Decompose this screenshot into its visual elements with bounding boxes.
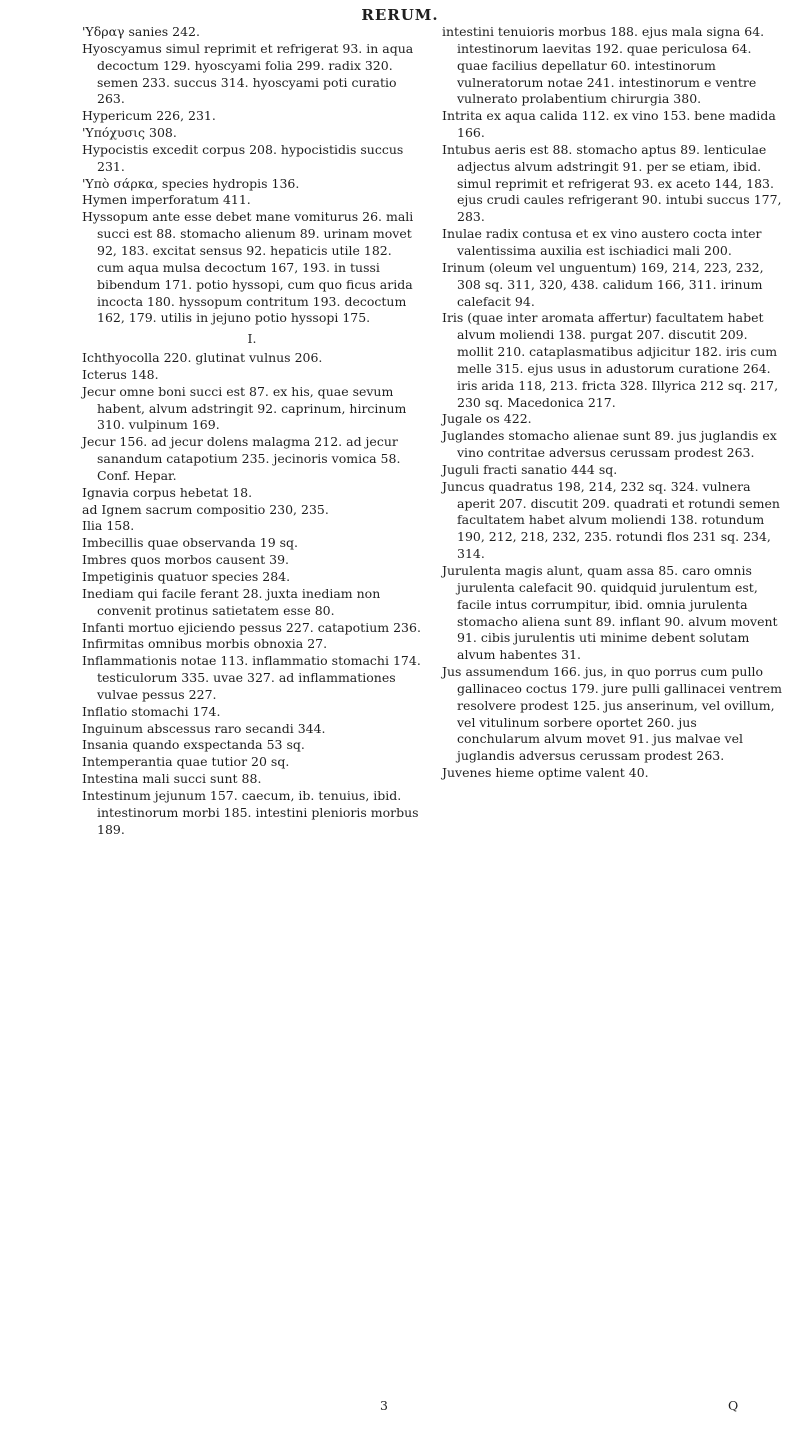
index-entry: ad Ignem sacrum compositio 230, 235.	[82, 501, 329, 517]
index-entry: Inflatio stomachi 174.	[82, 703, 221, 719]
index-entry: Imbecillis quae observanda 19 sq.	[82, 535, 299, 551]
index-entry: 'Υδραγ sanies 242.	[82, 24, 200, 39]
index-entry: intestini tenuioris morbus 188. ejus mala signa 64. intestinorum laevitas 192. quae periculosa 64. quae facilius depellatur 60. intestinorum vulneratorum notae 241. intestinorum e ventre vulnerato prolabentium chirurgia 380.	[442, 24, 765, 107]
index-entry: Insania quando exspectanda 53 sq.	[82, 737, 305, 753]
index-entry: Hyoscyamus simul reprimit et refrigerat 93. in aqua decoctum 129. hyoscyami folia 299. radix 320. semen 233. succus 314. hyoscyami poti curatio 263.	[82, 40, 414, 107]
catchword: Q	[728, 1398, 739, 1413]
index-entry: Intemperantia quae tutior 20 sq.	[82, 754, 290, 770]
index-entry: Hypocistis excedit corpus 208. hypocistidis succus 231.	[82, 141, 404, 174]
index-entry: Juvenes hieme optime valent 40.	[442, 765, 649, 781]
index-entry: 'Υπὸ σάρκα, species hydropis 136.	[82, 175, 300, 191]
index-entry: Icterus 148.	[82, 366, 159, 382]
index-entry: Intestinum jejunum 157. caecum, ib. tenuius, ibid. intestinorum morbi 185. intestini plenioris morbus 189.	[82, 787, 419, 837]
index-entry: Iris (quae inter aromata affertur) facultatem habet alvum moliendi 138. purgat 207. discutit 209. mollit 210. cataplasmatibus adjicitur 182. iris cum melle 315. ejus usus in adustorum curatione 264. iris arida 118, 213. fricta 328. Illyrica 212 sq. 217, 230 sq. Macedonica 217.	[442, 310, 779, 410]
index-entry: Intrita ex aqua calida 112. ex vino 153. bene madida 166.	[442, 108, 776, 141]
index-entry: Hymen imperforatum 411.	[82, 192, 251, 208]
index-entry: Juncus quadratus 198, 214, 232 sq. 324. vulnera aperit 207. discutit 209. quadrati et rotundi semen facultatem habet alvum moliendi 138. rotundum 190, 212, 218, 232, 235. rotundi flos 231 sq. 234, 314.	[442, 478, 780, 562]
index-entry: Jus assumendum 166. jus, in quo porrus cum pullo gallinaceo coctus 179. jure pulli gallinacei ventrem resolvere prodest 125. jus anserinum, vel ovillum, vel vitulinum sorbere oportet 260. jus conchularum alvum movet 91. jus malvae vel juglandis adversus cerussam prodest 263.	[442, 664, 783, 764]
index-entry: Inguinum abscessus raro secandi 344.	[82, 720, 326, 736]
index-entry: 'Υπόχυσις 308.	[82, 125, 177, 141]
index-entry: Infanti mortuo ejiciendo pessus 227. catapotium 236.	[82, 619, 421, 635]
index-entry: Intubus aeris est 88. stomacho aptus 89. lenticulae adjectus alvum adstringit 91. per se etiam, ibid. simul reprimit et refrigerat 93. ex aceto 144, 183. ejus crudi caules refrigerant 90. intubi succus 177, 283.	[442, 141, 782, 225]
index-entry: Ilia 158.	[82, 518, 135, 534]
index-entry: Juglandes stomacho alienae sunt 89. jus juglandis ex vino contritae adversus cerussam prodest 263.	[442, 428, 777, 461]
running-header: RERUM.	[361, 6, 439, 24]
index-entry: Imbres quos morbos causent 39.	[82, 552, 290, 568]
index-entry: Hypericum 226, 231.	[82, 108, 216, 124]
signature-mark: 3	[380, 1398, 388, 1413]
index-entry: Intestina mali succi sunt 88.	[82, 771, 262, 787]
section-letter: I.	[247, 331, 257, 347]
index-entry: Inulae radix contusa et ex vino austero cocta inter valentissima auxilia est ischiadici mali 200.	[442, 226, 762, 258]
index-entry: Inflammationis notae 113. inflammatio stomachi 174. testiculorum 335. uvae 327. ad inflammationes vulvae pessus 227.	[82, 653, 421, 702]
index-entry: Jecur 156. ad jecur dolens malagma 212. ad jecur sanandum catapotium 235. jecinoris vomica 58. Conf. Hepar.	[82, 434, 401, 483]
index-entry: Hyssopum ante esse debet mane vomiturus 26. mali succi est 88. stomacho alienum 89. urinam movet 92, 183. excitat sensus 92. hepaticis utile 182. cum aqua mulsa decoctum 167, 193. in tussi bibendum 171. potio hyssopi, cum quo ficus arida incocta 180. hyssopum contritum 193. decoctum 162, 179. utilis in jejuno potio hyssopi 175.	[82, 209, 414, 326]
right-column	[442, 24, 782, 782]
index-entry: Juguli fracti sanatio 444 sq.	[442, 461, 618, 477]
index-entry: Impetiginis quatuor species 284.	[82, 569, 291, 584]
index-entry: Ignavia corpus hebetat 18.	[82, 484, 253, 500]
index-entry: Irinum (oleum vel unguentum) 169, 214, 223, 232, 308 sq. 311, 320, 438. calidum 166, 311. irinum calefacit 94.	[442, 259, 764, 309]
index-entry: Jecur omne boni succi est 87. ex his, quae sevum habent, alvum adstringit 92. caprinum, hircinum 310. vulpinum 169.	[82, 383, 407, 433]
index-entry: Jugale os 422.	[442, 411, 532, 427]
index-entry: Inediam qui facile ferant 28. juxta inediam non convenit protinus satietatem esse 80.	[82, 585, 381, 618]
left-column	[82, 24, 422, 839]
index-entry: Infirmitas omnibus morbis obnoxia 27.	[82, 636, 328, 652]
index-entry: Ichthyocolla 220. glutinat vulnus 206.	[82, 350, 323, 366]
index-entry: Jurulenta magis alunt, quam assa 85. caro omnis jurulenta calefacit 90. quidquid jurulentum est, facile intus corrumpitur, ibid. omnia jurulenta stomacho aliena sunt 89. inflant 90. alvum movent 91. cibis jurulentis uti minime debent solutam alvum habentes 31.	[442, 563, 778, 663]
